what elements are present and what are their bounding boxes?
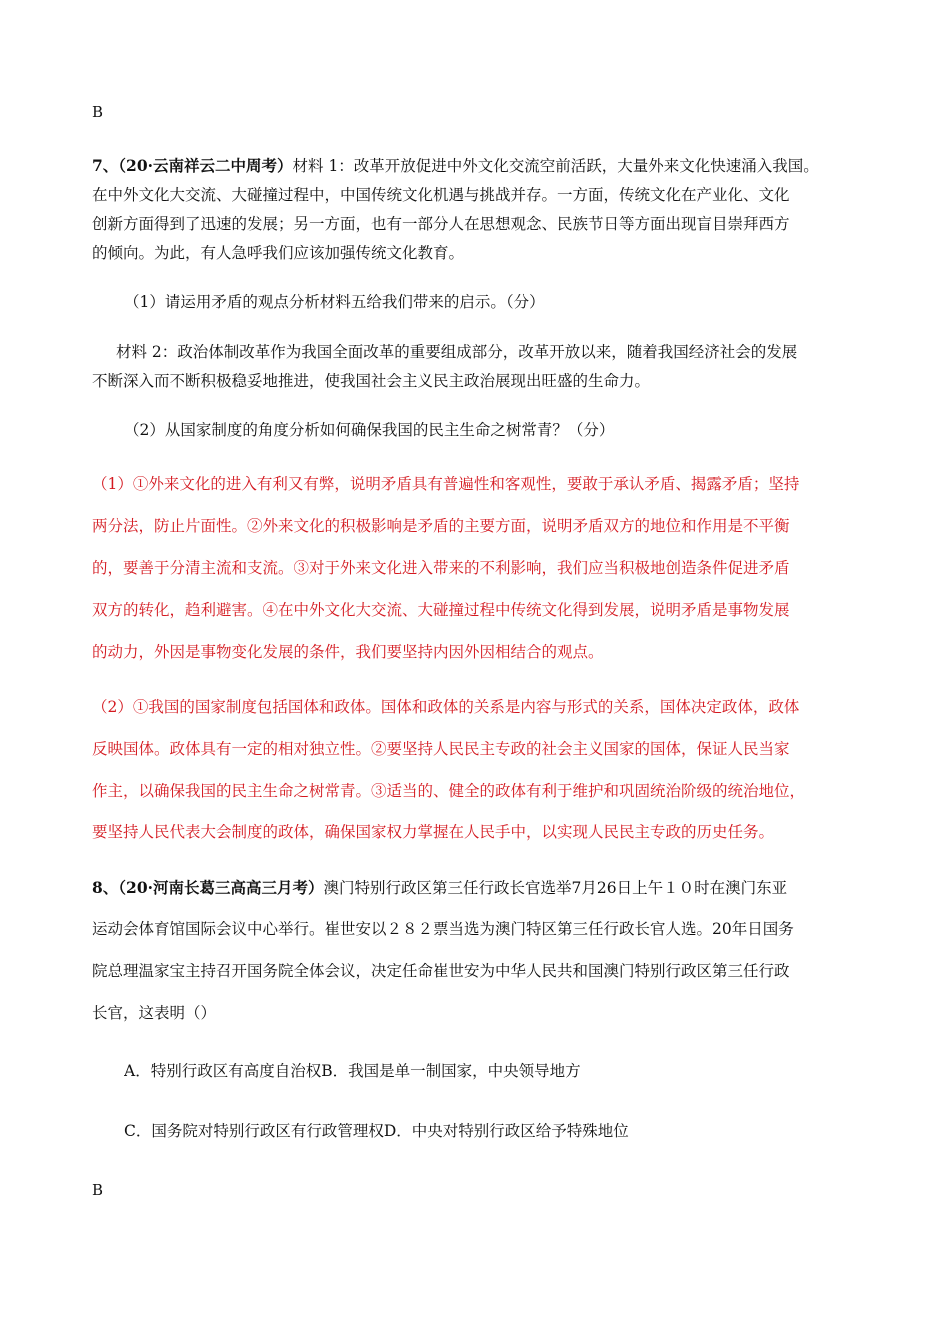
q7-answer2-line-1: （2）①我国的国家制度包括国体和政体。国体和政体的关系是内容与形式的关系，国体决定政体，政体 — [92, 698, 800, 716]
q7-line-3: 创新方面得到了迅速的发展；另一方面，也有一部分人在思想观念、民族节日等方面出现盲目崇拜西方 — [92, 215, 790, 233]
q7-material2-line-1: 材料 2：政治体制改革作为我国全面改革的重要组成部分，改革开放以来，随着我国经济社会的发展 — [116, 343, 798, 361]
q7-answer1-line-4: 双方的转化，趋利避害。④在中外文化大交流、大碰撞过程中传统文化得到发展，说明矛盾是事物发展 — [92, 601, 790, 619]
q7-subquestion-1: （1）请运用矛盾的观点分析材料五给我们带来的启示。（分） — [124, 293, 545, 311]
q7-answer1-line-2: 两分法，防止片面性。②外来文化的积极影响是矛盾的主要方面，说明矛盾双方的地位和作用是不平衡 — [92, 517, 790, 535]
q8-source: 8、（20·河南长葛三高高三月考） — [92, 878, 324, 897]
q7-line-4: 的倾向。为此，有人急呼我们应该加强传统文化教育。 — [92, 244, 465, 262]
q8-line-4: 长官，这表明（） — [92, 1004, 217, 1022]
q8-line-3: 院总理温家宝主持召开国务院全体会议，决定任命崔世安为中华人民共和国澳门特别行政区第三任行政 — [92, 962, 790, 980]
q7-answer2-line-4: 要坚持人民代表大会制度的政体，确保国家权力掌握在人民手中，以实现人民民主专政的历史任务。 — [92, 823, 775, 841]
q7-answer1-line-1: （1）①外来文化的进入有利又有弊，说明矛盾具有普遍性和客观性，要敢于承认矛盾、揭露矛盾；坚持 — [92, 475, 800, 493]
q6-answer: B — [92, 103, 104, 121]
q8-options-ab: A．特别行政区有高度自治权B．我国是单一制国家，中央领导地方 — [124, 1062, 581, 1080]
q8-options-cd: C．国务院对特别行政区有行政管理权D．中央对特别行政区给予特殊地位 — [124, 1122, 629, 1140]
q8-line-2: 运动会体育馆国际会议中心举行。崔世安以２８２票当选为澳门特区第三任行政长官人选。20年日国务 — [92, 920, 794, 938]
q7-text-1: 材料 1：改革开放促进中外文化交流空前活跃，大量外来文化快速涌入我国。 — [292, 157, 819, 175]
q7-source: 7、（20·云南祥云二中周考） — [92, 156, 293, 175]
q7-answer1-line-5: 的动力，外因是事物变化发展的条件，我们要坚持内因外因相结合的观点。 — [92, 643, 604, 661]
q8-answer: B — [92, 1181, 104, 1199]
q7-answer1-line-3: 的，要善于分清主流和支流。③对于外来文化进入带来的不利影响，我们应当积极地创造条件促进矛盾 — [92, 559, 790, 577]
q7-material2-line-2: 不断深入而不断积极稳妥地推进，使我国社会主义民主政治展现出旺盛的生命力。 — [92, 372, 651, 390]
q8-line-1 — [92, 878, 860, 898]
q7-line-1 — [92, 156, 860, 176]
q7-answer2-line-2: 反映国体。政体具有一定的相对独立性。②要坚持人民民主专政的社会主义国家的国体，保证人民当家 — [92, 740, 790, 758]
q7-subquestion-2: （2）从国家制度的角度分析如何确保我国的民主生命之树常青？（分） — [124, 421, 615, 439]
q7-answer2-line-3: 作主，以确保我国的民主生命之树常青。③适当的、健全的政体有利于维护和巩固统治阶级的统治地位， — [92, 782, 806, 800]
q7-line-2: 在中外文化大交流、大碰撞过程中，中国传统文化机遇与挑战并存。一方面，传统文化在产业化、文化 — [92, 186, 790, 204]
q8-text-1: 澳门特别行政区第三任行政长官选举7月26日上午１０时在澳门东亚 — [323, 879, 788, 897]
